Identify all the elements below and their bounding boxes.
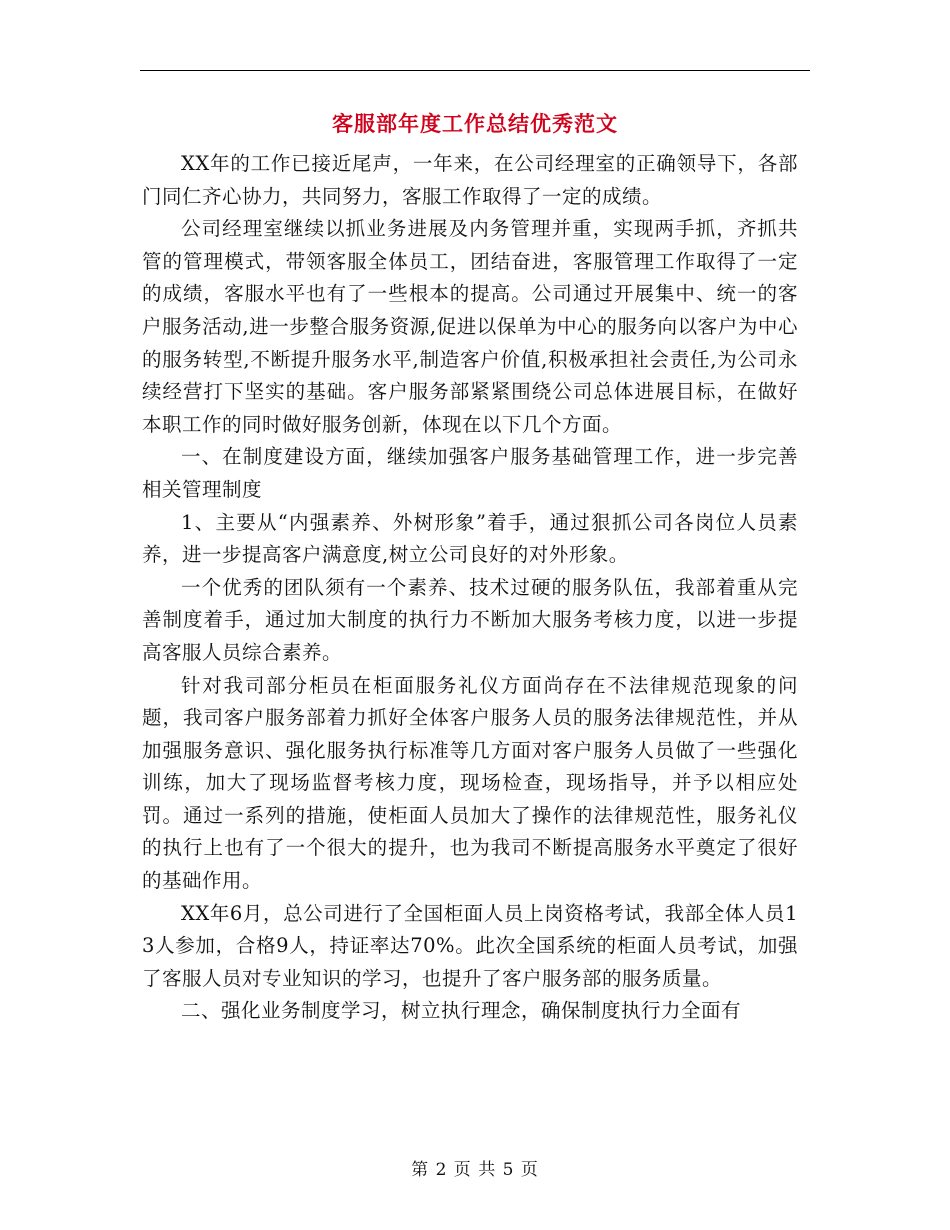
- paragraph-4: 1、主要从“内强素养、外树形象”着手，通过狠抓公司各岗位人员素养，进一步提高客户满意度,树立公司良好的对外形象。: [142, 510, 798, 567]
- paragraph-7: XX年6月，总公司进行了全国柜面人员上岗资格考试，我部全体人员13人参加，合格9人，持证率达70%。此次全国系统的柜面人员考试，加强了客服人员对专业知识的学习，也提升了客户服务部的服务质量。: [142, 901, 798, 990]
- page-indicator: 第 2 页 共 5 页: [411, 1160, 539, 1180]
- paragraph-8: 二、强化业务制度学习，树立执行理念，确保制度执行力全面有: [181, 999, 742, 1023]
- paragraph-2: 公司经理室继续以抓业务进展及内务管理并重，实现两手抓，齐抓共管的管理模式，带领客服全体员工，团结奋进，客服管理工作取得了一定的成绩，客服水平也有了一些根本的提高。公司通过开展集中、统一的客户服务活动,进一步整合服务资源,促进以保单为中心的服务向以客户为中心的服务转型,不断提升服务水平,制造客户价值,积极承担社会责任,为公司永续经营打下坚实的基础。客户服务部紧紧围绕公司总体进展目标，在做好本职工作的同时做好服务创新，体现在以下几个方面。: [142, 217, 798, 436]
- header-rule: [140, 70, 810, 71]
- paragraph-3: 一、在制度建设方面，继续加强客户服务基础管理工作，进一步完善相关管理制度: [142, 445, 798, 501]
- paragraph-6: 针对我司部分柜员在柜面服务礼仪方面尚存在不法律规范现象的问题，我司客户服务部着力抓好全体客户服务人员的服务法律规范性，并从加强服务意识、强化服务执行标准等几方面对客户服务人员做了一些强化训练，加大了现场监督考核力度，现场检查，现场指导，并予以相应处罚。通过一系列的措施，使柜面人员加大了操作的法律规范性，服务礼仪的执行上也有了一个很大的提升，也为我司不断提高服务水平奠定了很好的基础作用。: [142, 673, 798, 893]
- paragraph-1: XX年的工作已接近尾声，一年来，在公司经理室的正确领导下，各部门同仁齐心协力，共同努力，客服工作取得了一定的成绩。: [142, 152, 798, 208]
- document-body: [142, 148, 798, 1028]
- document-title: 客服部年度工作总结优秀范文: [332, 112, 618, 136]
- paragraph-5: 一个优秀的团队须有一个素养、技术过硬的服务队伍，我部着重从完善制度着手，通过加大制度的执行力不断加大服务考核力度，以进一步提高客服人员综合素养。: [142, 575, 798, 664]
